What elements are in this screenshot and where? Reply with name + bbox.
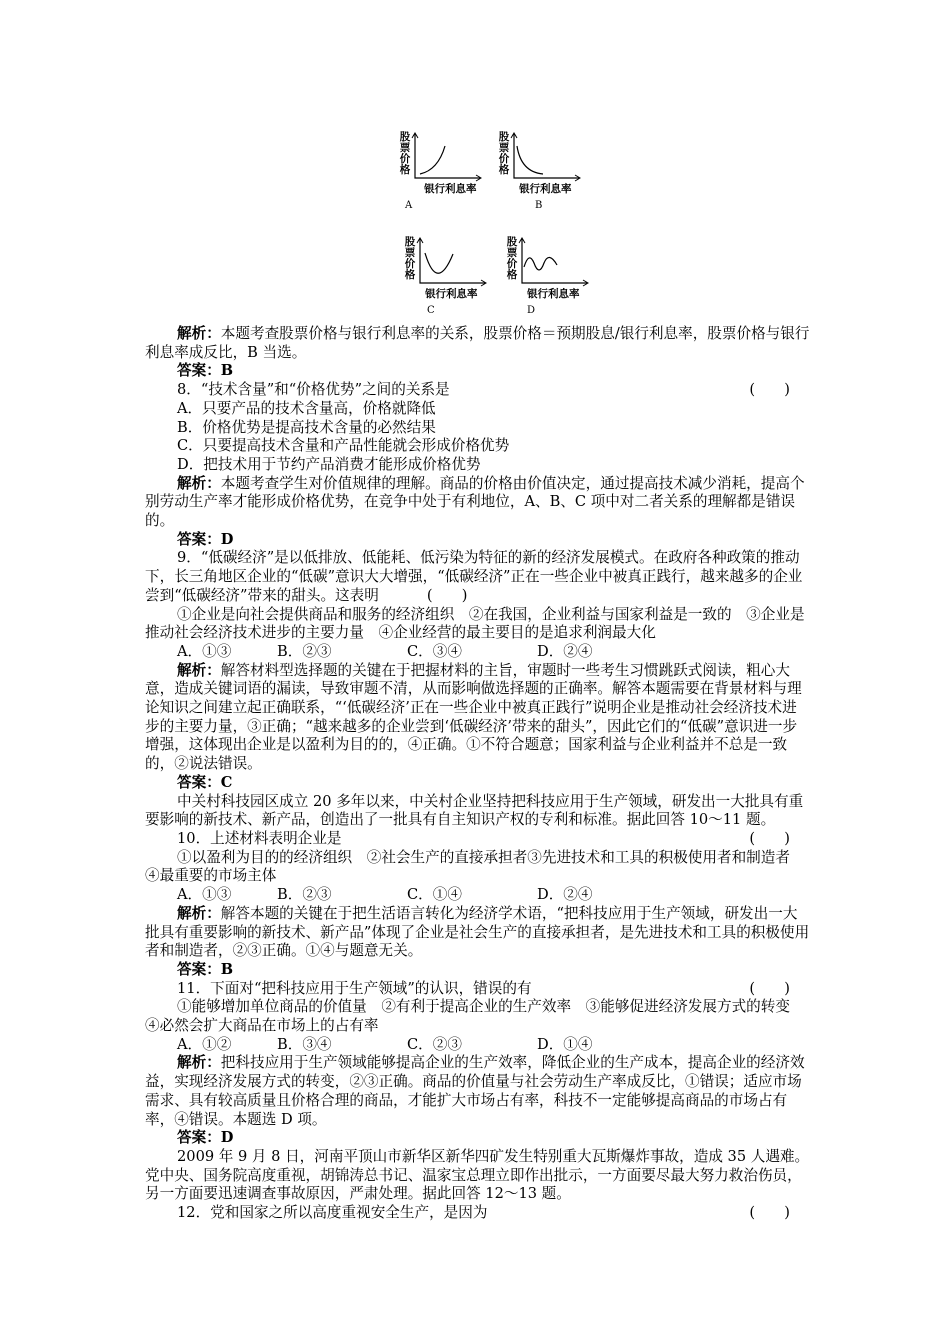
- q12-stem: 12．党和国家之所以高度重视安全生产，是因为 ( ): [177, 1204, 790, 1222]
- q9-options: A．①③ B．②③ C．③④ D．②④: [177, 642, 593, 660]
- q9-choices: ①企业是向社会提供商品和服务的经济组织 ②在我国，企业利益与国家利益是一致的 ③企业是推动社会经济技术进步的主要力量 ④企业经营的最主要目的是追求利润最大化: [145, 605, 805, 642]
- graph-b: [497, 132, 587, 212]
- graph-d-caption: D: [527, 305, 536, 316]
- q7-answer: 答案：B: [177, 362, 234, 380]
- graph-c-caption: C: [427, 305, 435, 316]
- q10-answer: 答案：B: [177, 960, 234, 978]
- graph-d-y-label: 股 票 价 格: [506, 236, 518, 281]
- q11-stem: 11．下面对“把科技应用于生产领域”的认识，错误的有 ( ): [177, 979, 790, 997]
- material-10-11: 中关村科技园区成立 20 多年以来，中关村企业坚持把科技应用于生产领域，研发出一大批具有重要影响的新技术、新产品，创造出了一批具有自主知识产权的专利和标准。据此回答 10～11 题。: [145, 792, 804, 829]
- graph-a-x-label: 银行利息率: [424, 183, 477, 195]
- q8-option-b: B．价格优势是提高技术含量的必然结果: [177, 418, 436, 436]
- graph-a-y-label: 股 票 价 格: [399, 131, 411, 176]
- q10-paren: ( ): [749, 829, 790, 847]
- body-text: [145, 325, 810, 1223]
- graph-d: [505, 237, 595, 317]
- q9-answer: 答案：C: [177, 773, 233, 791]
- q11-choices: ①能够增加单位商品的价值量 ②有利于提高企业的生产效率 ③能够促进经济发展方式的转变 ④必然会扩大商品在市场上的占有率: [145, 998, 805, 1035]
- graph-b-curve: [517, 146, 543, 174]
- q12-paren: ( ): [749, 1204, 790, 1222]
- q9-paren: ( ): [426, 586, 468, 604]
- q10-options: A．①③ B．②③ C．①④ D．②④: [177, 886, 593, 904]
- q8-option-c: C．只要提高技术含量和产品性能就会形成价格优势: [177, 437, 510, 455]
- q8-option-a: A．只要产品的技术含量高，价格就降低: [177, 399, 436, 417]
- q8-option-d: D．把技术用于节约产品消费才能形成价格优势: [177, 455, 481, 473]
- q9-analysis: 解析：解答材料型选择题的关键在于把握材料的主旨，审题时一些考生习惯跳跃式阅读，粗心大意，造成关键词语的漏读，导致审题不清，从而影响做选择题的正确率。解答本题需要在背景材料与理论知识之间建立起正确联系，“‘低碳经济’正在一些企业中被真正践行”说明企业是推动社会经济技术进步的主要力量，③正确；“越来越多的企业尝到‘低碳经济’带来的甜头”，因此它们的“低碳”意识进一步增强，这体现出企业是以盈利为目的的，④正确。①不符合题意；国家利益与企业利益并不总是一致的，②说法错误。: [145, 661, 802, 773]
- q7-analysis: 解析：本题考查股票价格与银行利息率的关系，股票价格＝预期股息/银行利息率，股票价格与银行利息率成反比，B 当选。: [145, 325, 810, 361]
- graph-b-x-label: 银行利息率: [519, 183, 572, 195]
- graph-c: [403, 237, 493, 317]
- q11-options: A．①② B．③④ C．②③ D．①④: [177, 1035, 593, 1053]
- q10-analysis: 解析：解答本题的关键在于把生活语言转化为经济学术语，“把科技应用于生产领域，研发出一大批具有重要影响的新技术、新产品”体现了企业是社会生产的直接承担者，是先进技术和工具的积极使用者和制造者，②③正确。①④与题意无关。: [145, 904, 810, 960]
- material-12-13: 2009 年 9 月 8 日，河南平顶山市新华区新华四矿发生特别重大瓦斯爆炸事故，造成 35 人遇难。党中央、国务院高度重视，胡锦涛总书记、温家宝总理立即作出批示，一方面要尽最大努力救治伤员，另一方面要迅速调查事故原因，严肃处理。据此回答 12～13 题。: [145, 1147, 810, 1203]
- q8-paren: ( ): [749, 381, 790, 399]
- q8-analysis: 解析：本题考查学生对价值规律的理解。商品的价格由价值决定，通过提高技术减少消耗，提高个别劳动生产率才能形成价格优势，在竞争中处于有利地位，A、B、C 项中对二者关系的理解都是错误的。: [145, 474, 805, 530]
- graph-c-y-label: 股 票 价 格: [404, 236, 416, 281]
- q11-answer: 答案：D: [177, 1129, 234, 1147]
- graph-b-y-label: 股 票 价 格: [498, 131, 510, 176]
- graph-a-curve: [420, 146, 445, 174]
- graph-d-curve: [524, 257, 557, 270]
- q11-paren: ( ): [749, 979, 790, 997]
- q11-analysis: 解析：把科技应用于生产领域能够提高企业的生产效率，降低企业的生产成本，提高企业的经济效益，实现经济发展方式的转变，②③正确。商品的价值量与社会劳动生产率成反比，①错误；适应市场需求、具有较高质量且价格合理的商品，才能扩大市场占有率，科技不一定能够提高商品的市场占有率，④错误。本题选 D 项。: [145, 1054, 805, 1128]
- graph-a: [398, 132, 488, 212]
- graph-c-curve: [425, 253, 453, 273]
- graph-b-caption: B: [535, 200, 543, 211]
- q10-stem: 10．上述材料表明企业是 ( ): [177, 829, 790, 847]
- q10-choices: ①以盈利为目的的经济组织 ②社会生产的直接承担者③先进技术和工具的积极使用者和制造者 ④最重要的市场主体: [145, 848, 805, 885]
- q8-answer: 答案：D: [177, 530, 234, 548]
- graph-d-x-label: 银行利息率: [527, 288, 580, 300]
- graph-a-caption: A: [405, 200, 413, 211]
- q9-stem: 9．“低碳经济”是以低排放、低能耗、低污染为特征的新的经济发展模式。在政府各种政策的推动下，长三角地区企业的“低碳”意识大大增强，“低碳经济”正在一些企业中被真正践行，越来越多的企业尝到“低碳经济”带来的甜头。这表明 ( ): [145, 549, 803, 604]
- q8-stem: 8．“技术含量”和“价格优势”之间的关系是 ( ): [177, 381, 790, 399]
- graph-c-x-label: 银行利息率: [425, 288, 478, 300]
